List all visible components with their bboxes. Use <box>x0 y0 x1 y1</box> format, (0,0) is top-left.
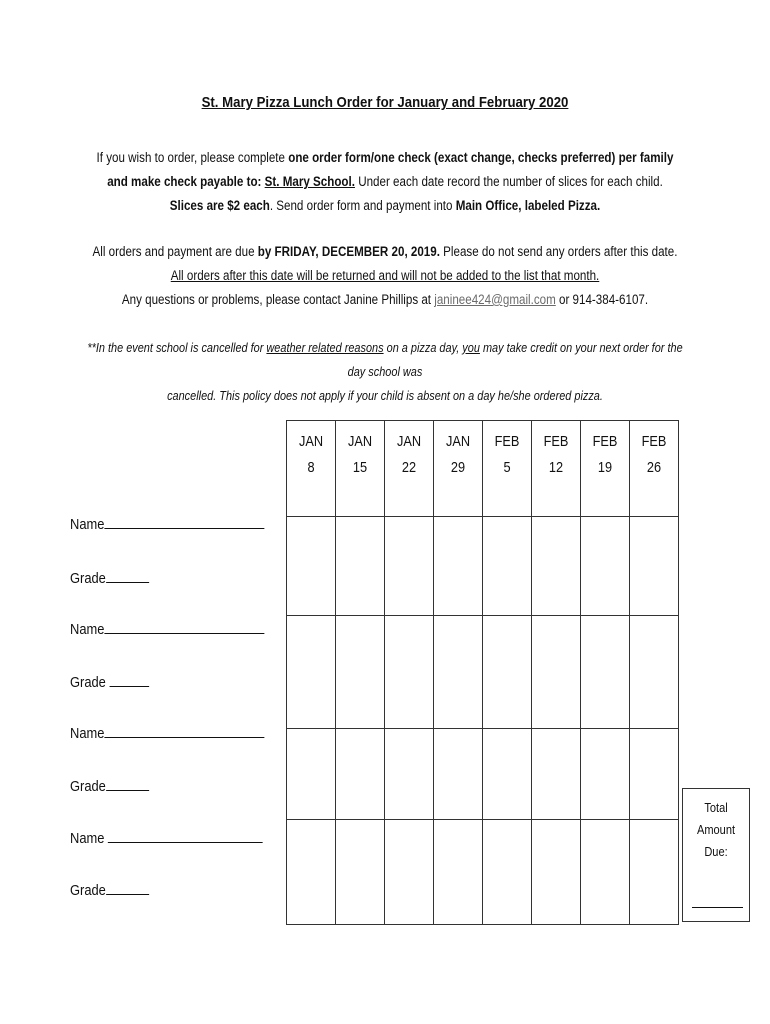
amount-label: Amount <box>696 822 736 837</box>
slice-count-cell[interactable] <box>434 616 483 729</box>
name-blank[interactable] <box>104 736 264 738</box>
record-instruction: Under each date record the number of slices for each child. <box>354 174 663 189</box>
name-field-1[interactable] <box>70 516 264 533</box>
slice-count-cell[interactable] <box>336 729 385 820</box>
slice-count-cell[interactable] <box>336 820 385 925</box>
date-header: FEB 19 <box>581 421 630 517</box>
date-header: JAN 15 <box>336 421 385 517</box>
slice-count-cell[interactable] <box>385 616 434 729</box>
slice-count-cell[interactable] <box>336 517 385 616</box>
slice-count-cell[interactable] <box>483 517 532 616</box>
slice-count-cell[interactable] <box>630 729 679 820</box>
name-label: Name <box>70 725 105 742</box>
weather-text-e: may take credit on your next order for the day school was <box>347 340 683 379</box>
grade-blank[interactable] <box>106 789 149 791</box>
grade-blank[interactable] <box>106 893 149 895</box>
grade-field-1[interactable] <box>70 570 149 587</box>
slice-count-cell[interactable] <box>630 517 679 616</box>
intro-paragraph <box>71 146 699 218</box>
price-text: Slices are $2 each <box>169 198 270 213</box>
main-office-text: Main Office, labeled Pizza. <box>455 198 601 213</box>
date-header: JAN 8 <box>287 421 336 517</box>
slice-count-cell[interactable] <box>532 729 581 820</box>
child-row <box>287 517 679 616</box>
total-label: Total <box>704 800 728 815</box>
date-header: JAN 22 <box>385 421 434 517</box>
slice-count-cell[interactable] <box>385 517 434 616</box>
slice-count-cell[interactable] <box>581 616 630 729</box>
contact-text: Any questions or problems, please contact Janine Phillips at <box>121 292 435 307</box>
slice-count-cell[interactable] <box>483 616 532 729</box>
deadline-text: All orders and payment are due <box>92 244 258 259</box>
intro-text: If you wish to order, please complete <box>96 150 289 165</box>
name-field-3[interactable] <box>70 725 264 742</box>
slice-count-cell[interactable] <box>434 729 483 820</box>
slice-count-cell[interactable] <box>483 820 532 925</box>
total-amount-blank[interactable] <box>692 907 743 908</box>
deadline-paragraph <box>71 240 699 312</box>
weather-text-b: weather related reasons <box>266 340 384 355</box>
slice-count-cell[interactable] <box>532 820 581 925</box>
weather-policy-paragraph <box>78 336 691 408</box>
child-row <box>287 820 679 925</box>
grade-field-3[interactable] <box>70 778 149 795</box>
slice-count-cell[interactable] <box>581 517 630 616</box>
contact-email-link[interactable]: janinee424@gmail.com <box>434 292 556 307</box>
grade-blank[interactable] <box>106 581 149 583</box>
date-header: FEB 26 <box>630 421 679 517</box>
grade-label: Grade <box>70 778 106 795</box>
date-header: JAN 29 <box>434 421 483 517</box>
order-grid <box>286 420 679 925</box>
child-row <box>287 616 679 729</box>
deadline-date: by FRIDAY, DECEMBER 20, 2019. <box>257 244 440 259</box>
form-title: St. Mary Pizza Lunch Order for January and February 2020 <box>201 94 569 111</box>
slice-count-cell[interactable] <box>581 729 630 820</box>
deadline-note: Please do not send any orders after this date. <box>439 244 678 259</box>
payable-text: and make check payable to: <box>107 174 265 189</box>
slice-count-cell[interactable] <box>532 517 581 616</box>
name-field-2[interactable] <box>70 621 264 638</box>
date-header: FEB 5 <box>483 421 532 517</box>
contact-phone: or 914-384-6107. <box>555 292 649 307</box>
name-label: Name <box>70 621 105 638</box>
slice-count-cell[interactable] <box>581 820 630 925</box>
weather-text-f: cancelled. This policy does not apply if your child is absent on a day he/she ordered pizza. <box>167 388 603 403</box>
slice-count-cell[interactable] <box>336 616 385 729</box>
slice-count-cell[interactable] <box>287 820 336 925</box>
name-label: Name <box>70 830 105 847</box>
grade-label: Grade <box>70 882 106 899</box>
slice-count-cell[interactable] <box>287 729 336 820</box>
date-header-row <box>287 421 679 517</box>
grade-field-2[interactable] <box>70 674 149 691</box>
name-blank[interactable] <box>104 527 264 529</box>
slice-count-cell[interactable] <box>385 729 434 820</box>
payee-name: St. Mary School. <box>264 174 355 189</box>
name-blank[interactable] <box>108 841 263 843</box>
due-label: Due: <box>704 844 728 859</box>
slice-count-cell[interactable] <box>287 616 336 729</box>
slice-count-cell[interactable] <box>630 820 679 925</box>
late-orders-note: All orders after this date will be returned and will not be added to the list that month. <box>170 268 600 283</box>
weather-text-c: on a pizza day, <box>383 340 463 355</box>
total-amount-box <box>682 788 750 922</box>
slice-count-cell[interactable] <box>385 820 434 925</box>
grade-field-4[interactable] <box>70 882 149 899</box>
weather-text-a: **In the event school is cancelled for <box>87 340 267 355</box>
date-header: FEB 12 <box>532 421 581 517</box>
name-blank[interactable] <box>104 632 264 634</box>
grade-blank[interactable] <box>109 685 149 687</box>
slice-count-cell[interactable] <box>287 517 336 616</box>
slice-count-cell[interactable] <box>532 616 581 729</box>
grade-label: Grade <box>70 570 106 587</box>
slice-count-cell[interactable] <box>434 820 483 925</box>
name-label: Name <box>70 516 105 533</box>
grade-label: Grade <box>70 674 106 691</box>
name-field-4[interactable] <box>70 830 263 847</box>
slice-count-cell[interactable] <box>630 616 679 729</box>
send-instruction: . Send order form and payment into <box>269 198 456 213</box>
child-row <box>287 729 679 820</box>
intro-bold-text: one order form/one check (exact change, checks preferred) per family <box>288 150 674 165</box>
slice-count-cell[interactable] <box>434 517 483 616</box>
weather-text-d: you <box>462 340 480 355</box>
slice-count-cell[interactable] <box>483 729 532 820</box>
